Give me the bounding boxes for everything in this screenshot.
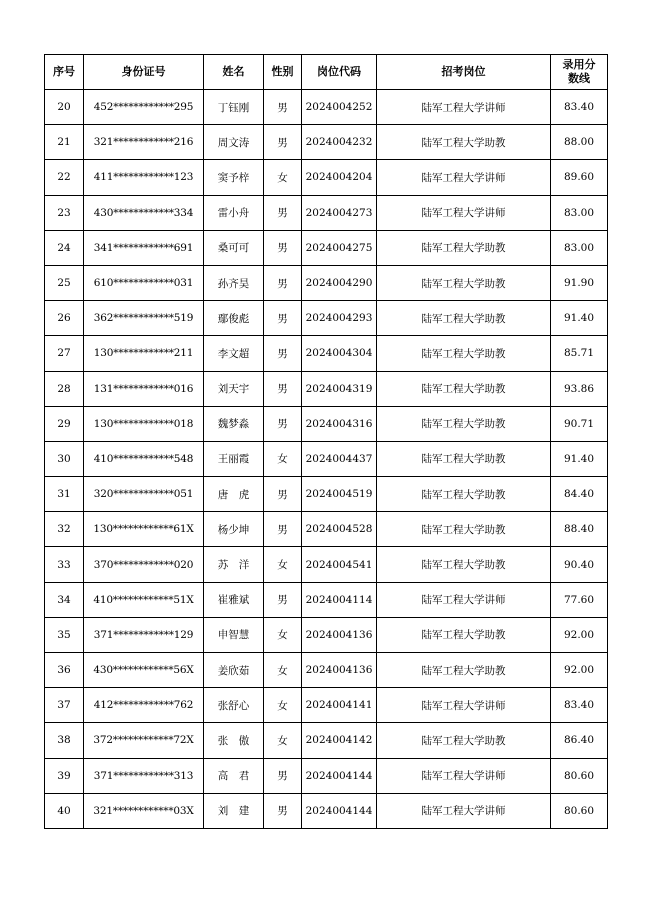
- cell-score: 91.40: [551, 301, 608, 336]
- cell-name: 杨少坤: [204, 512, 264, 547]
- cell-serial: 32: [45, 512, 84, 547]
- cell-name: 孙齐昊: [204, 265, 264, 300]
- table-row: [45, 90, 608, 125]
- cell-gender: 男: [264, 301, 302, 336]
- cell-post: 陆军工程大学助教: [377, 125, 551, 160]
- cell-gender: 女: [264, 653, 302, 688]
- cell-post: 陆军工程大学讲师: [377, 793, 551, 828]
- cell-post: 陆军工程大学助教: [377, 371, 551, 406]
- table-row: [45, 758, 608, 793]
- cell-id-number: 130************211: [84, 336, 204, 371]
- cell-post: 陆军工程大学助教: [377, 336, 551, 371]
- table-body: [45, 90, 608, 829]
- cell-serial: 31: [45, 477, 84, 512]
- header-post-code: 岗位代码: [302, 55, 377, 90]
- cell-score: 90.40: [551, 547, 608, 582]
- cell-serial: 25: [45, 265, 84, 300]
- cell-gender: 男: [264, 125, 302, 160]
- cell-gender: 男: [264, 406, 302, 441]
- cell-name: 刘天宇: [204, 371, 264, 406]
- cell-post-code: 2024004437: [302, 441, 377, 476]
- cell-score: 88.00: [551, 125, 608, 160]
- cell-gender: 女: [264, 688, 302, 723]
- cell-post-code: 2024004319: [302, 371, 377, 406]
- cell-post-code: 2024004144: [302, 758, 377, 793]
- cell-name: 刘 建: [204, 793, 264, 828]
- cell-score: 91.90: [551, 265, 608, 300]
- header-name: 姓名: [204, 55, 264, 90]
- table-row: [45, 547, 608, 582]
- cell-name: 鄢俊彪: [204, 301, 264, 336]
- table-row: [45, 195, 608, 230]
- table-row: [45, 441, 608, 476]
- cell-post-code: 2024004142: [302, 723, 377, 758]
- cell-score: 92.00: [551, 617, 608, 652]
- cell-id-number: 372************72X: [84, 723, 204, 758]
- cell-post-code: 2024004541: [302, 547, 377, 582]
- cell-name: 李文超: [204, 336, 264, 371]
- cell-gender: 男: [264, 512, 302, 547]
- cell-score: 80.60: [551, 793, 608, 828]
- cell-post-code: 2024004304: [302, 336, 377, 371]
- cell-serial: 30: [45, 441, 84, 476]
- cell-gender: 男: [264, 195, 302, 230]
- cell-id-number: 321************03X: [84, 793, 204, 828]
- cell-post: 陆军工程大学讲师: [377, 582, 551, 617]
- cell-id-number: 362************519: [84, 301, 204, 336]
- cell-score: 80.60: [551, 758, 608, 793]
- table-row: [45, 793, 608, 828]
- cell-id-number: 410************51X: [84, 582, 204, 617]
- header-post: 招考岗位: [377, 55, 551, 90]
- cell-post: 陆军工程大学助教: [377, 547, 551, 582]
- cell-post: 陆军工程大学讲师: [377, 90, 551, 125]
- cell-serial: 21: [45, 125, 84, 160]
- cell-score: 83.00: [551, 195, 608, 230]
- cell-post: 陆军工程大学助教: [377, 301, 551, 336]
- cell-name: 窦予梓: [204, 160, 264, 195]
- table-header: [45, 55, 608, 90]
- cell-score: 83.00: [551, 230, 608, 265]
- header-id-number: 身份证号: [84, 55, 204, 90]
- cell-gender: 男: [264, 265, 302, 300]
- cell-name: 高 君: [204, 758, 264, 793]
- cell-gender: 男: [264, 90, 302, 125]
- cell-id-number: 371************313: [84, 758, 204, 793]
- cell-post: 陆军工程大学讲师: [377, 195, 551, 230]
- cell-post-code: 2024004290: [302, 265, 377, 300]
- cell-id-number: 430************56X: [84, 653, 204, 688]
- table-row: [45, 336, 608, 371]
- cell-name: 申智慧: [204, 617, 264, 652]
- cell-name: 崔雅斌: [204, 582, 264, 617]
- cell-gender: 男: [264, 793, 302, 828]
- cell-gender: 男: [264, 230, 302, 265]
- cell-score: 83.40: [551, 688, 608, 723]
- cell-gender: 男: [264, 336, 302, 371]
- cell-gender: 男: [264, 582, 302, 617]
- cell-post: 陆军工程大学讲师: [377, 758, 551, 793]
- cell-post: 陆军工程大学助教: [377, 265, 551, 300]
- cell-post-code: 2024004273: [302, 195, 377, 230]
- cell-post: 陆军工程大学助教: [377, 230, 551, 265]
- cell-id-number: 130************018: [84, 406, 204, 441]
- cell-post: 陆军工程大学助教: [377, 406, 551, 441]
- cell-post: 陆军工程大学助教: [377, 477, 551, 512]
- cell-post-code: 2024004141: [302, 688, 377, 723]
- cell-post: 陆军工程大学讲师: [377, 688, 551, 723]
- cell-id-number: 371************129: [84, 617, 204, 652]
- table-row: [45, 723, 608, 758]
- cell-serial: 29: [45, 406, 84, 441]
- header-gender: 性别: [264, 55, 302, 90]
- cell-serial: 20: [45, 90, 84, 125]
- cell-serial: 23: [45, 195, 84, 230]
- header-serial: 序号: [45, 55, 84, 90]
- cell-post: 陆军工程大学助教: [377, 512, 551, 547]
- cell-serial: 34: [45, 582, 84, 617]
- cell-post: 陆军工程大学助教: [377, 723, 551, 758]
- cell-id-number: 131************016: [84, 371, 204, 406]
- cell-gender: 女: [264, 723, 302, 758]
- cell-score: 91.40: [551, 441, 608, 476]
- cell-serial: 36: [45, 653, 84, 688]
- table-row: [45, 230, 608, 265]
- cell-gender: 男: [264, 477, 302, 512]
- cell-gender: 女: [264, 160, 302, 195]
- cell-id-number: 341************691: [84, 230, 204, 265]
- table-row: [45, 125, 608, 160]
- cell-serial: 40: [45, 793, 84, 828]
- cell-serial: 35: [45, 617, 84, 652]
- cell-post-code: 2024004144: [302, 793, 377, 828]
- cell-id-number: 130************61X: [84, 512, 204, 547]
- cell-score: 83.40: [551, 90, 608, 125]
- cell-id-number: 452************295: [84, 90, 204, 125]
- header-score: 录用分数线: [551, 55, 608, 90]
- cell-id-number: 430************334: [84, 195, 204, 230]
- table-row: [45, 653, 608, 688]
- cell-gender: 女: [264, 617, 302, 652]
- cell-id-number: 610************031: [84, 265, 204, 300]
- cell-post-code: 2024004136: [302, 617, 377, 652]
- cell-serial: 38: [45, 723, 84, 758]
- cell-post: 陆军工程大学助教: [377, 441, 551, 476]
- cell-gender: 女: [264, 441, 302, 476]
- cell-post: 陆军工程大学助教: [377, 617, 551, 652]
- cell-id-number: 320************051: [84, 477, 204, 512]
- cell-post-code: 2024004293: [302, 301, 377, 336]
- cell-gender: 男: [264, 371, 302, 406]
- cell-id-number: 370************020: [84, 547, 204, 582]
- cell-serial: 39: [45, 758, 84, 793]
- cell-gender: 男: [264, 758, 302, 793]
- cell-serial: 24: [45, 230, 84, 265]
- cell-post-code: 2024004316: [302, 406, 377, 441]
- table-row: [45, 477, 608, 512]
- table-row: [45, 617, 608, 652]
- table-row: [45, 582, 608, 617]
- cell-name: 姜欣茹: [204, 653, 264, 688]
- cell-post-code: 2024004204: [302, 160, 377, 195]
- cell-post-code: 2024004232: [302, 125, 377, 160]
- cell-serial: 37: [45, 688, 84, 723]
- cell-score: 86.40: [551, 723, 608, 758]
- header-row: [45, 55, 608, 90]
- cell-id-number: 412************762: [84, 688, 204, 723]
- table-row: [45, 406, 608, 441]
- cell-serial: 26: [45, 301, 84, 336]
- cell-id-number: 321************216: [84, 125, 204, 160]
- admission-table: [44, 54, 608, 829]
- cell-name: 苏 洋: [204, 547, 264, 582]
- cell-name: 唐 虎: [204, 477, 264, 512]
- cell-name: 丁钰刚: [204, 90, 264, 125]
- cell-post-code: 2024004114: [302, 582, 377, 617]
- cell-name: 雷小舟: [204, 195, 264, 230]
- table-row: [45, 371, 608, 406]
- cell-score: 88.40: [551, 512, 608, 547]
- cell-name: 周文涛: [204, 125, 264, 160]
- cell-post-code: 2024004275: [302, 230, 377, 265]
- cell-post: 陆军工程大学讲师: [377, 160, 551, 195]
- cell-serial: 22: [45, 160, 84, 195]
- cell-name: 王丽霞: [204, 441, 264, 476]
- table-row: [45, 301, 608, 336]
- cell-serial: 28: [45, 371, 84, 406]
- table-row: [45, 512, 608, 547]
- cell-post-code: 2024004136: [302, 653, 377, 688]
- cell-post-code: 2024004519: [302, 477, 377, 512]
- cell-post: 陆军工程大学助教: [377, 653, 551, 688]
- cell-name: 张舒心: [204, 688, 264, 723]
- cell-id-number: 410************548: [84, 441, 204, 476]
- table-row: [45, 265, 608, 300]
- cell-post-code: 2024004528: [302, 512, 377, 547]
- cell-score: 85.71: [551, 336, 608, 371]
- cell-score: 77.60: [551, 582, 608, 617]
- cell-id-number: 411************123: [84, 160, 204, 195]
- cell-name: 桑可可: [204, 230, 264, 265]
- cell-score: 84.40: [551, 477, 608, 512]
- cell-score: 92.00: [551, 653, 608, 688]
- cell-score: 90.71: [551, 406, 608, 441]
- cell-serial: 33: [45, 547, 84, 582]
- cell-score: 93.86: [551, 371, 608, 406]
- cell-serial: 27: [45, 336, 84, 371]
- table-row: [45, 160, 608, 195]
- table-row: [45, 688, 608, 723]
- cell-score: 89.60: [551, 160, 608, 195]
- cell-name: 张 傲: [204, 723, 264, 758]
- cell-name: 魏梦淼: [204, 406, 264, 441]
- cell-post-code: 2024004252: [302, 90, 377, 125]
- cell-gender: 女: [264, 547, 302, 582]
